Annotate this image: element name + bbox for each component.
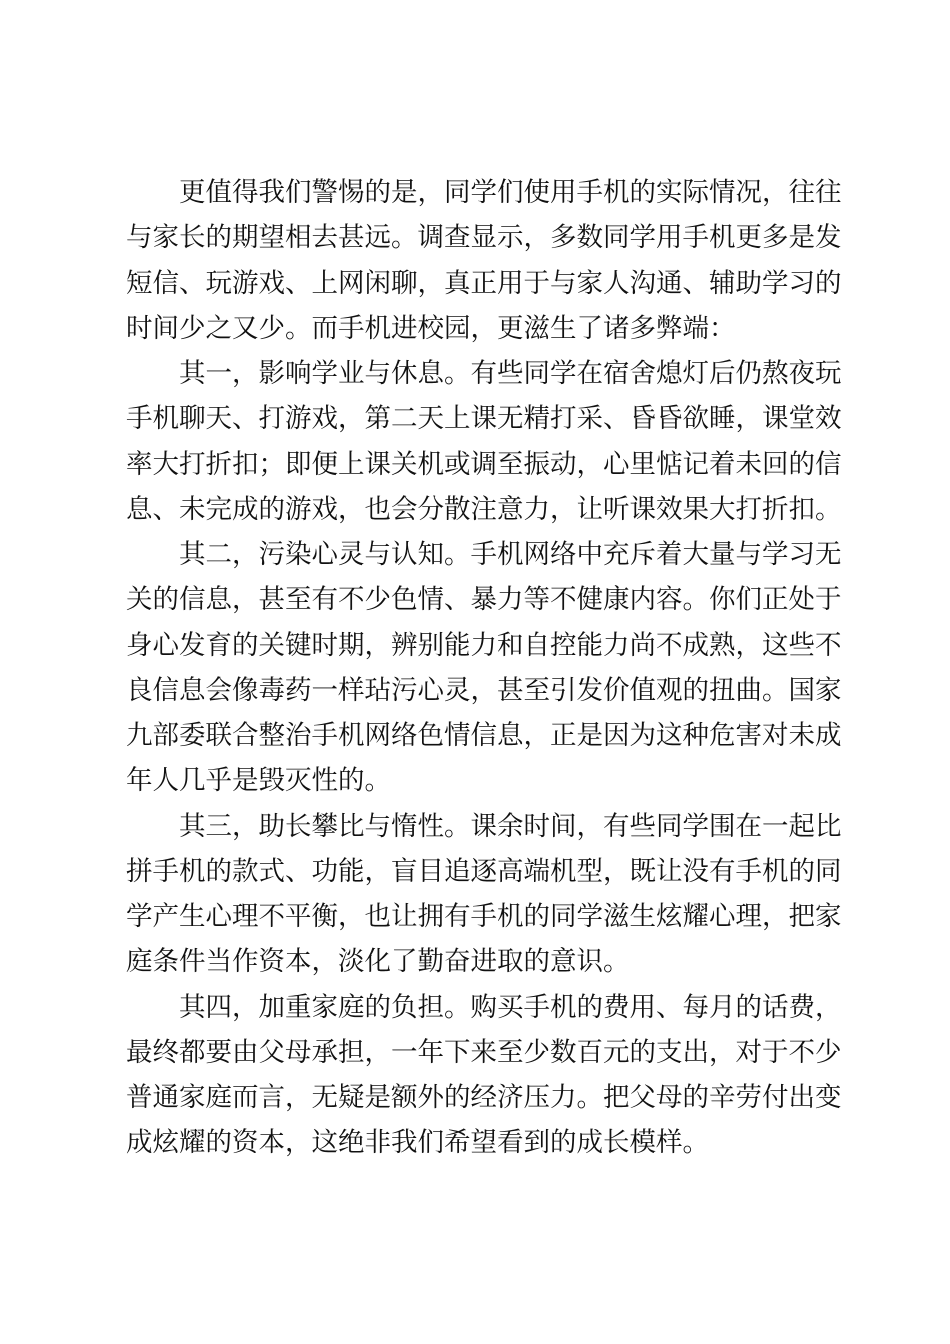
document-body: [126, 170, 842, 1166]
text-line: 短信、玩游戏、上网闲聊，真正用于与家人沟通、辅助学习的: [126, 267, 842, 299]
paragraph-1: [126, 170, 842, 351]
text-line: 其一，影响学业与休息。有些同学在宿舍熄灯后仍熬夜玩: [179, 358, 842, 389]
text-line: 身心发育的关键时期，辨别能力和自控能力尚不成熟，这些不: [126, 629, 842, 661]
text-line: 其二，污染心灵与认知。手机网络中充斥着大量与学习无: [179, 539, 842, 570]
paragraph-4: [126, 804, 842, 985]
paragraph-5: [126, 985, 842, 1166]
text-line: 最终都要由父母承担，一年下来至少数百元的支出，对于不少: [126, 1036, 842, 1068]
text-line: 其三，助长攀比与惰性。课余时间，有些同学围在一起比: [179, 810, 842, 842]
text-line: 拼手机的款式、功能，盲目追逐高端机型，既让没有手机的同: [126, 855, 842, 887]
text-line: 与家长的期望相去甚远。调查显示，多数同学用手机更多是发: [126, 222, 842, 254]
text-line: 手机聊天、打游戏，第二天上课无精打采、昏昏欲睡，课堂效: [126, 403, 842, 435]
text-line: 更值得我们警惕的是，同学们使用手机的实际情况，往往: [179, 177, 842, 208]
text-line: 时间少之又少。而手机进校园，更滋生了诸多弊端：: [126, 312, 736, 344]
text-line: 学产生心理不平衡，也让拥有手机的同学滋生炫耀心理，把家: [126, 901, 842, 932]
text-line: 率大打折扣；即便上课关机或调至振动，心里惦记着未回的信: [126, 448, 842, 480]
paragraph-2: [126, 351, 842, 532]
text-line: 成炫耀的资本，这绝非我们希望看到的成长模样。: [126, 1127, 709, 1159]
text-line: 庭条件当作资本，淡化了勤奋进取的意识。: [126, 946, 630, 978]
paragraph-3: [126, 532, 842, 804]
text-line: 九部委联合整治手机网络色情信息，正是因为这种危害对未成: [126, 720, 842, 751]
text-line: 普通家庭而言，无疑是额外的经济压力。把父母的辛劳付出变: [126, 1082, 842, 1113]
text-line: 良信息会像毒药一样玷污心灵，甚至引发价值观的扭曲。国家: [126, 674, 842, 706]
text-line: 其四，加重家庭的负担。购买手机的费用、每月的话费，: [179, 991, 842, 1023]
text-line: 息、未完成的游戏，也会分散注意力，让听课效果大打折扣。: [126, 493, 842, 525]
text-line: 年人几乎是毁灭性的。: [126, 765, 391, 797]
text-line: 关的信息，甚至有不少色情、暴力等不健康内容。你们正处于: [126, 584, 842, 616]
